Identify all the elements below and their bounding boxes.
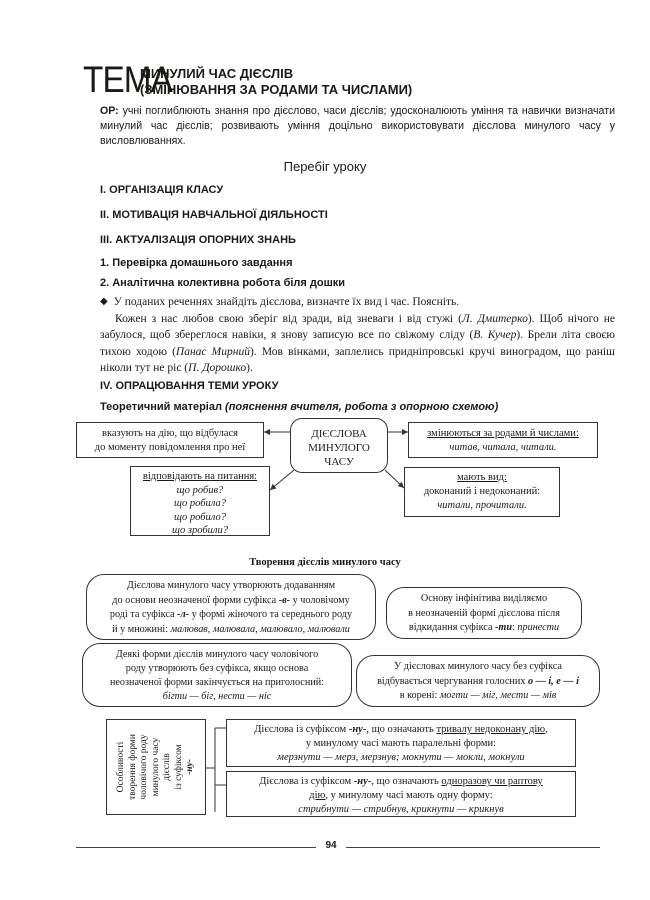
formation-title: Творення дієслів минулого часу xyxy=(249,557,401,568)
box-suffix-formation: Дієслова минулого часу утворюють додаванням до основи неозначеної форми суфікса -в- у чоловічому роді та суфікса -л- у формі жіночого та середнього роду й у множині: малював, малювала, малювало, малювали xyxy=(86,574,376,640)
title-line-2: (ЗМІНЮВАННЯ ЗА РОДАМИ ТА ЧИСЛАМИ) xyxy=(140,82,413,97)
box-vowel-alternation: У дієсловах минулого часу без суфікса відбувається чергування голосних о — і, е — і в корені: могти — міг, мести — мів xyxy=(356,655,600,707)
box-gender-number: змінюються за родами й числами: читав, читала, читали. xyxy=(408,422,598,458)
task-block xyxy=(100,294,615,377)
page-number: 94 xyxy=(325,840,337,851)
task-instruction-row xyxy=(100,294,615,311)
subsection-board-work: 2. Аналітична колективна робота біля дошки xyxy=(100,277,346,289)
vertical-label: Особливості творення форми чоловічого роду минулого часу дієслів із суфіксом -ну- xyxy=(115,734,195,800)
arrow-right-bottom xyxy=(385,470,404,488)
lesson-heading: Перебіг уроку xyxy=(283,159,367,174)
task-sentences: Кожен з нас любов свою зберіг від зради, від зневаги і від стужі (Л. Дмитерко). Щоб нічого не забулося, щоб збереглося навіки, я знову записую все по свіжому сліду (В. Кучер). Брели літа своєю тихою ходою (Панас Мирний). Мов вінками, заплелись придніпровські кручі виноградом, що раніш ніколи тут не ріс (П. Дорошко). xyxy=(100,312,615,374)
box-questions: відповідають на питання: що робив? що робила? що робило? що зробили? xyxy=(130,466,270,536)
task-instruction: У поданих реченнях знайдіть дієслова, визначте їх вид і час. Поясніть. xyxy=(113,296,460,308)
objectives-text: учні поглиблюють знання про дієслово, часи дієслів; удосконалюють уміння та навички визначати минулий час дієслів; розвивають уміння доцільно використовувати дієслова минулого часу у висловлюваннях. xyxy=(100,105,615,147)
objectives-label: ОР: xyxy=(100,105,119,117)
objectives xyxy=(100,104,615,149)
box-aspect: мають вид: доконаний і недоконаний: читали, прочитали. xyxy=(404,467,560,517)
section-organization: I. ОРГАНІЗАЦІЯ КЛАСУ xyxy=(100,184,224,196)
box-definition: вказують на дію, що відбулася до моменту повідомлення про неї xyxy=(76,422,264,458)
box-no-suffix: Деякі форми дієслів минулого часу чоловічого роду утворюють без суфікса, якщо основа неозначеної форми закінчується на приголосний: бігти — біг, нести — ніс xyxy=(82,643,352,707)
theme-word: ТЕМА xyxy=(83,59,172,100)
title-line-1: МИНУЛИЙ ЧАС ДІЄСЛІВ xyxy=(140,66,294,81)
box-infinitive-stem: Основу інфінітива виділяємо в неозначеній формі дієслова після відкидання суфікса -ти: принести xyxy=(386,587,582,639)
subsection-homework: 1. Перевірка домашнього завдання xyxy=(100,257,293,269)
section-new-topic: IV. ОПРАЦЮВАННЯ ТЕМИ УРОКУ xyxy=(100,380,279,392)
box-single-form: Дієслова із суфіксом -ну-, що означають одноразову чи раптову дію, у минулому часі мають одну форму: стрибнути — стрибнув, крикнути — крикнув xyxy=(226,771,576,817)
theory-heading: Теоретичний матеріал (пояснення вчителя, робота з опорною схемою) xyxy=(100,401,499,413)
box-parallel-forms: Дієслова із суфіксом -ну-, що означають тривалу недоконану дію, у минулому часі мають паралельні форми: мерзнути — мерз, мерзнув; мокнути — мокли, мокнули xyxy=(226,719,576,767)
box-center-past-verbs: ДІЄСЛОВА МИНУЛОГО ЧАСУ xyxy=(290,418,388,473)
footer-rule-left xyxy=(76,847,316,848)
box-nu-suffix-features xyxy=(106,719,206,815)
page-title xyxy=(140,66,412,98)
section-actualization: III. АКТУАЛІЗАЦІЯ ОПОРНИХ ЗНАНЬ xyxy=(100,234,296,246)
footer-rule-right xyxy=(346,847,600,848)
diamond-bullet-icon: ◆ xyxy=(100,296,108,307)
arrow-left-bottom xyxy=(270,470,294,490)
section-motivation: II. МОТИВАЦІЯ НАВЧАЛЬНОЇ ДІЯЛЬНОСТІ xyxy=(100,209,328,221)
